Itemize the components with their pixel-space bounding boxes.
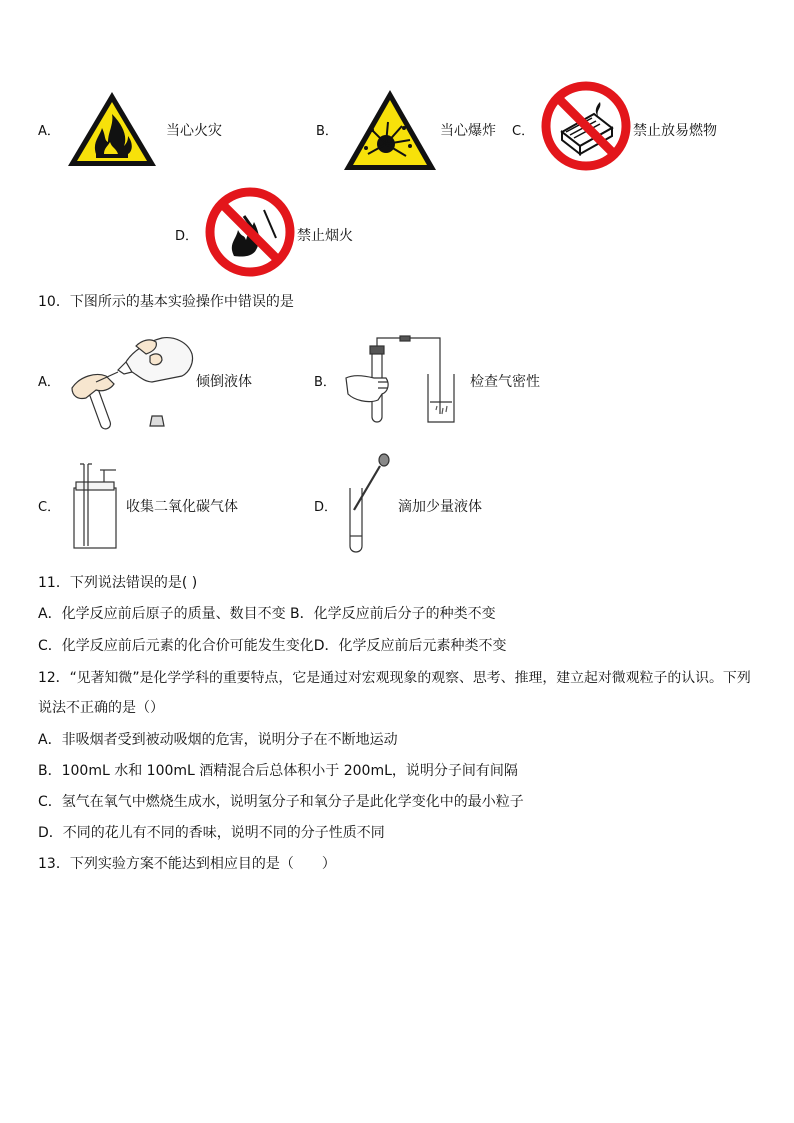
q10-option-b-label: 检查气密性: [470, 374, 540, 390]
q13-stem: 13．下列实验方案不能达到相应目的是（ ）: [38, 856, 336, 872]
q10-option-d-letter: D．: [314, 500, 338, 515]
fire-warning-icon: [66, 90, 158, 168]
q12-stem-line-1: 12．“见著知微”是化学学科的重要特点，它是通过对宏观现象的观察、思考、推理，建立起对微观粒子的认识。下列: [38, 670, 751, 686]
q10-option-a-label: 倾倒液体: [196, 374, 252, 390]
q12-stem-line-2: 说法不正确的是（）: [38, 700, 164, 716]
q9-option-a-label: 当心火灾: [166, 123, 222, 139]
co2-collection-illustration: [66, 462, 126, 550]
q10-option-d-label: 滴加少量液体: [398, 499, 482, 515]
q11-options-row-1: A．化学反应前后原子的质量、数目不变 B．化学反应前后分子的种类不变: [38, 606, 496, 622]
q12-option-d: D．不同的花儿有不同的香味，说明不同的分子性质不同: [38, 825, 385, 841]
q12-option-c: C．氢气在氧气中燃烧生成水，说明氢分子和氧分子是此化学变化中的最小粒子: [38, 794, 524, 810]
dropper-adding-liquid-illustration: [342, 454, 402, 556]
q10-stem: 10．下图所示的基本实验操作中错误的是: [38, 294, 294, 310]
q11-stem: 11．下列说法错误的是( ): [38, 575, 198, 591]
no-smoking-fire-icon: [204, 186, 296, 278]
explosion-warning-icon: [342, 88, 438, 172]
pouring-liquid-illustration: [66, 332, 196, 434]
q9-option-b-label: 当心爆炸: [440, 123, 496, 139]
q10-option-b-letter: B．: [314, 375, 336, 390]
q9-option-d-letter: D．: [175, 229, 199, 244]
q11-options-row-2: C．化学反应前后元素的化合价可能发生变化D．化学反应前后元素种类不变: [38, 638, 507, 654]
q10-option-c-label: 收集二氧化碳气体: [126, 499, 238, 515]
airtightness-check-illustration: [342, 334, 472, 426]
q10-option-a-letter: A．: [38, 375, 60, 390]
q9-option-b-letter: B．: [316, 124, 338, 139]
q12-option-b: B．100mL 水和 100mL 酒精混合后总体积小于 200mL，说明分子间有间隔: [38, 763, 518, 779]
q12-option-a: A．非吸烟者受到被动吸烟的危害，说明分子在不断地运动: [38, 732, 398, 748]
q10-option-c-letter: C．: [38, 500, 61, 515]
no-flammables-icon: [540, 80, 632, 172]
q9-option-c-letter: C．: [512, 124, 535, 139]
q9-option-a-letter: A．: [38, 124, 60, 139]
q9-option-c-label: 禁止放易燃物: [633, 123, 717, 139]
q9-option-d-label: 禁止烟火: [297, 228, 353, 244]
